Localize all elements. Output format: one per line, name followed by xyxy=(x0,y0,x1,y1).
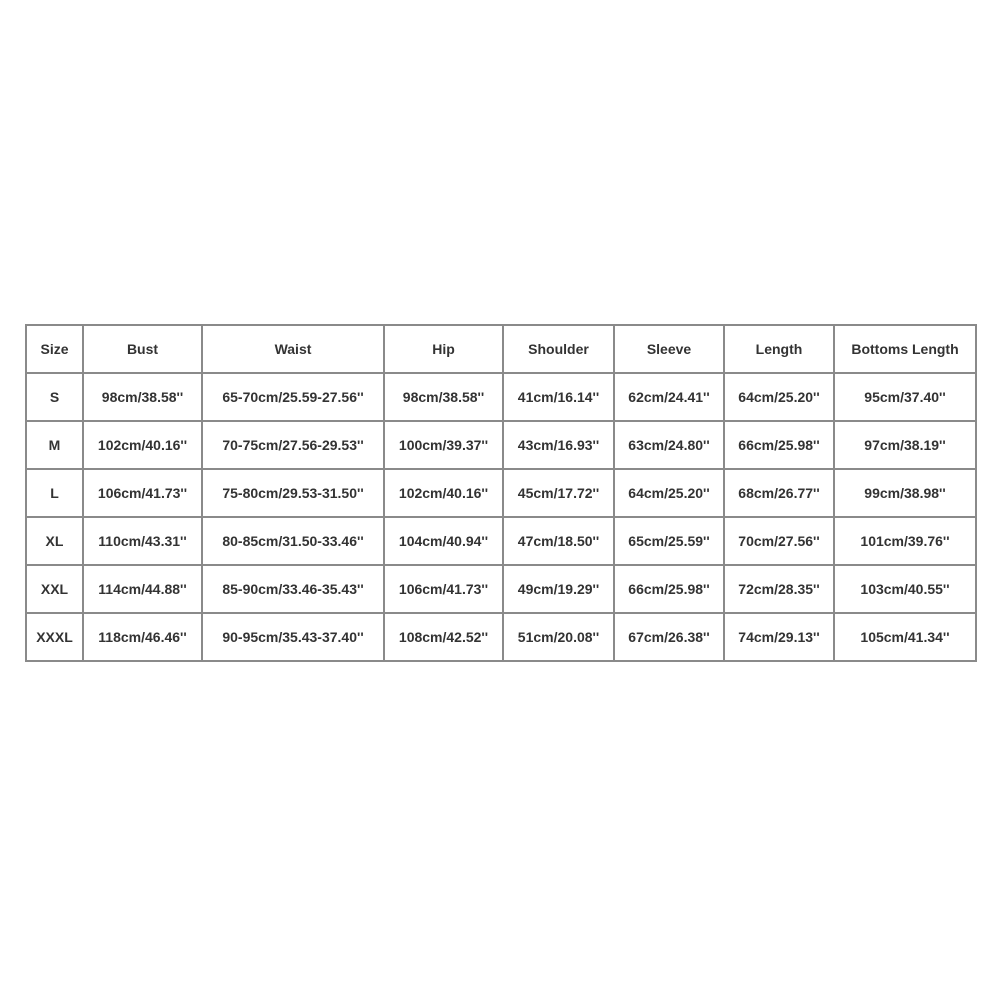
cell-bust: 106cm/41.73'' xyxy=(83,469,202,517)
cell-sleeve: 67cm/26.38'' xyxy=(614,613,724,661)
cell-hip: 100cm/39.37'' xyxy=(384,421,503,469)
cell-size: XXL xyxy=(26,565,83,613)
cell-waist: 75-80cm/29.53-31.50'' xyxy=(202,469,384,517)
cell-hip: 108cm/42.52'' xyxy=(384,613,503,661)
cell-bottoms-length: 99cm/38.98'' xyxy=(834,469,976,517)
cell-length: 68cm/26.77'' xyxy=(724,469,834,517)
cell-size: L xyxy=(26,469,83,517)
cell-bust: 110cm/43.31'' xyxy=(83,517,202,565)
cell-shoulder: 41cm/16.14'' xyxy=(503,373,614,421)
cell-shoulder: 47cm/18.50'' xyxy=(503,517,614,565)
cell-bottoms-length: 97cm/38.19'' xyxy=(834,421,976,469)
header-bust: Bust xyxy=(83,325,202,373)
cell-bottoms-length: 101cm/39.76'' xyxy=(834,517,976,565)
cell-length: 72cm/28.35'' xyxy=(724,565,834,613)
cell-bottoms-length: 95cm/37.40'' xyxy=(834,373,976,421)
header-sleeve: Sleeve xyxy=(614,325,724,373)
cell-waist: 65-70cm/25.59-27.56'' xyxy=(202,373,384,421)
header-length: Length xyxy=(724,325,834,373)
cell-length: 64cm/25.20'' xyxy=(724,373,834,421)
header-bottoms-length: Bottoms Length xyxy=(834,325,976,373)
header-hip: Hip xyxy=(384,325,503,373)
cell-waist: 85-90cm/33.46-35.43'' xyxy=(202,565,384,613)
table-row xyxy=(26,469,976,517)
table-row xyxy=(26,565,976,613)
cell-size: M xyxy=(26,421,83,469)
cell-sleeve: 63cm/24.80'' xyxy=(614,421,724,469)
cell-bust: 102cm/40.16'' xyxy=(83,421,202,469)
table-row xyxy=(26,421,976,469)
header-row xyxy=(26,325,976,373)
cell-hip: 106cm/41.73'' xyxy=(384,565,503,613)
cell-shoulder: 49cm/19.29'' xyxy=(503,565,614,613)
cell-length: 74cm/29.13'' xyxy=(724,613,834,661)
table-row xyxy=(26,517,976,565)
cell-sleeve: 65cm/25.59'' xyxy=(614,517,724,565)
cell-bottoms-length: 105cm/41.34'' xyxy=(834,613,976,661)
cell-shoulder: 45cm/17.72'' xyxy=(503,469,614,517)
cell-length: 66cm/25.98'' xyxy=(724,421,834,469)
cell-length: 70cm/27.56'' xyxy=(724,517,834,565)
header-waist: Waist xyxy=(202,325,384,373)
cell-hip: 104cm/40.94'' xyxy=(384,517,503,565)
cell-hip: 102cm/40.16'' xyxy=(384,469,503,517)
table-row xyxy=(26,373,976,421)
cell-bottoms-length: 103cm/40.55'' xyxy=(834,565,976,613)
size-chart-table xyxy=(25,324,977,662)
cell-bust: 118cm/46.46'' xyxy=(83,613,202,661)
table-row xyxy=(26,613,976,661)
cell-size: XXXL xyxy=(26,613,83,661)
cell-size: XL xyxy=(26,517,83,565)
cell-sleeve: 66cm/25.98'' xyxy=(614,565,724,613)
cell-sleeve: 64cm/25.20'' xyxy=(614,469,724,517)
cell-waist: 90-95cm/35.43-37.40'' xyxy=(202,613,384,661)
cell-bust: 114cm/44.88'' xyxy=(83,565,202,613)
cell-size: S xyxy=(26,373,83,421)
cell-waist: 70-75cm/27.56-29.53'' xyxy=(202,421,384,469)
header-shoulder: Shoulder xyxy=(503,325,614,373)
cell-sleeve: 62cm/24.41'' xyxy=(614,373,724,421)
cell-waist: 80-85cm/31.50-33.46'' xyxy=(202,517,384,565)
cell-shoulder: 43cm/16.93'' xyxy=(503,421,614,469)
cell-bust: 98cm/38.58'' xyxy=(83,373,202,421)
cell-shoulder: 51cm/20.08'' xyxy=(503,613,614,661)
cell-hip: 98cm/38.58'' xyxy=(384,373,503,421)
header-size: Size xyxy=(26,325,83,373)
